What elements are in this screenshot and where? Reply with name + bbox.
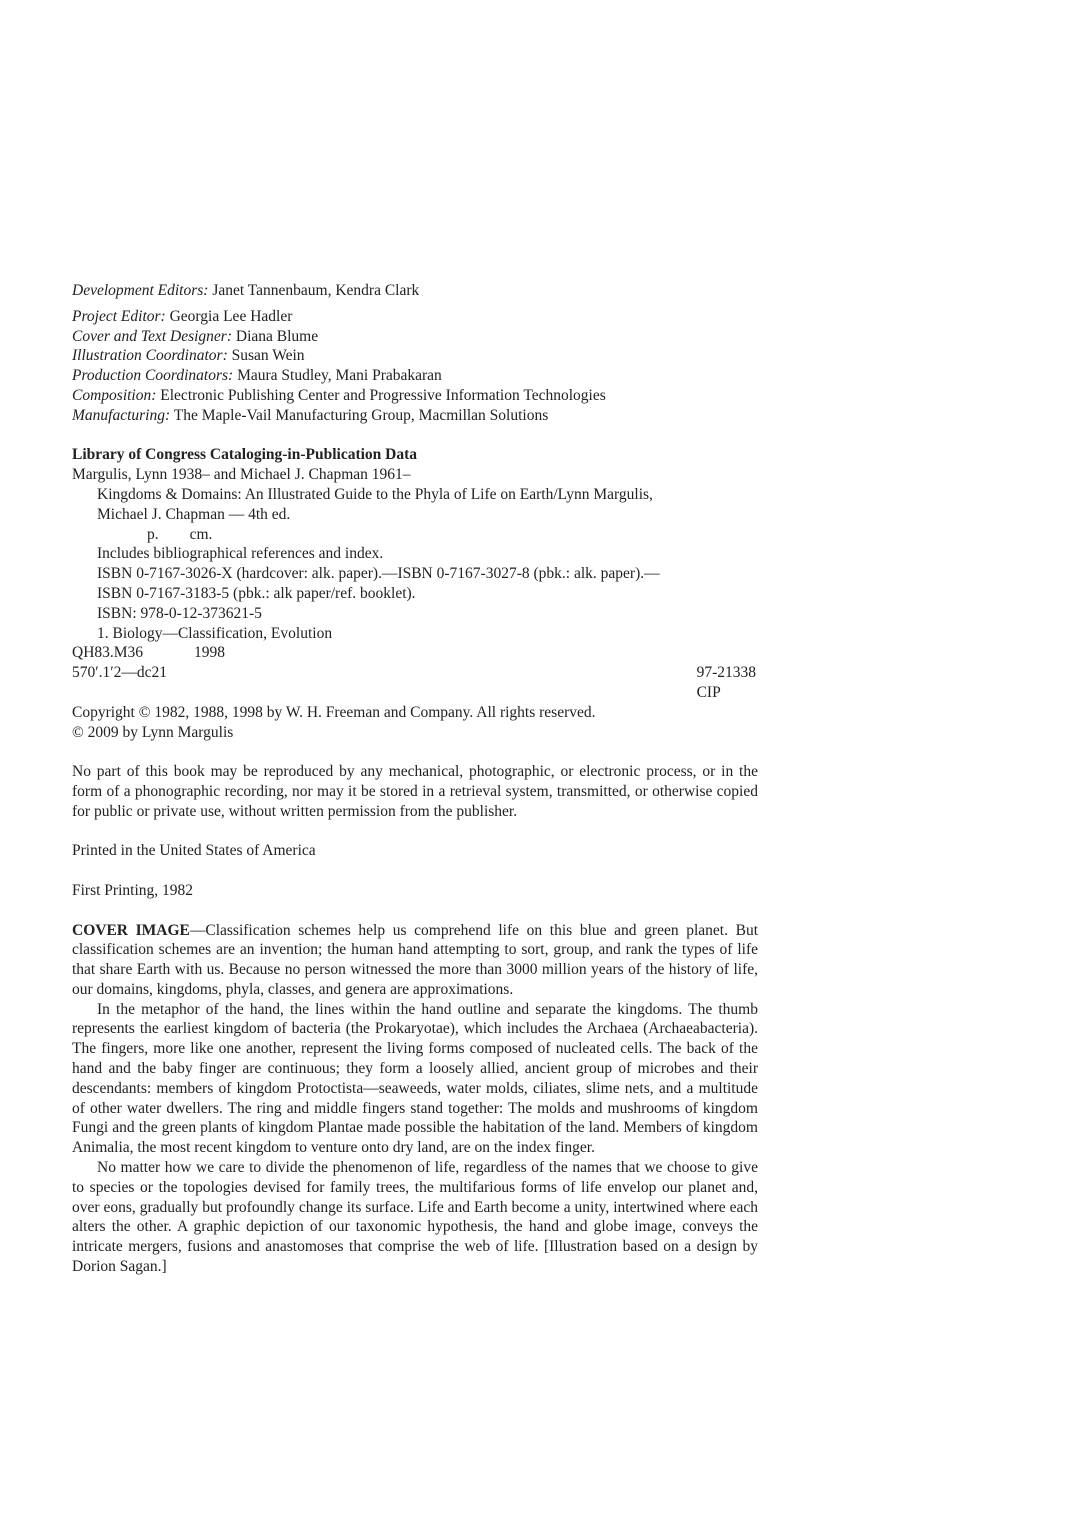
- cover-image-para2: In the metaphor of the hand, the lines within the hand outline and separate the kingdoms. The thumb represents the earliest kingdom of bacteria (the Prokaryotae), which includes the Archaea (Archaeabacteria). The fingers, more like one another, represent the living forms composed of nucleated cells. The back of the hand and the baby finger are continuous; they form a loosely allied, ancient group of microbes and their descendants: members of kingdom Protoctista—seaweeds, water molds, ciliates, slime nets, and a multitude of other water dwellers. The ring and middle fingers stand together: The molds and mushrooms of kingdom Fungi and the green plants of kingdom Plantae made possible the habitation of the land. Members of kingdom Animalia, the most recent kingdom to venture onto dry land, are on the index finger.: [72, 1000, 758, 1157]
- printed-in: Printed in the United States of America: [72, 842, 316, 860]
- credit-designer: [72, 327, 758, 347]
- cip-lc-year: 1998: [194, 644, 226, 662]
- cip-lccn-block: [697, 663, 758, 703]
- credit-label: Composition:: [72, 386, 157, 404]
- cip-cm: cm.: [189, 525, 213, 543]
- cip-pages: p.: [147, 525, 159, 543]
- cip-includes: Includes bibliographical references and index.: [97, 545, 384, 563]
- credit-label: Project Editor:: [72, 307, 166, 325]
- credit-illustration: [72, 346, 758, 366]
- cip-isbn3: ISBN: 978-0-12-373621-5: [97, 604, 262, 622]
- cip-isbn2: ISBN 0-7167-3183-5 (pbk.: alk paper/ref. booklet).: [97, 584, 416, 602]
- credit-production: [72, 366, 758, 386]
- cip-lccn: 97-21338: [696, 664, 756, 682]
- credit-label: Manufacturing:: [72, 406, 171, 424]
- credit-value: Maura Studley, Mani Prabakaran: [233, 367, 442, 385]
- cover-image-text1: —Classification schemes help us comprehend life on this blue and green planet. But classification schemes are an invention; the human hand attempting to sort, group, and rank the types of life that share Earth with us. Because no person witnessed the more than 3000 million years of the history of life, our domains, kingdoms, phyla, classes, and genera are approximations.: [72, 921, 759, 998]
- credit-value: Georgia Lee Hadler: [165, 307, 293, 325]
- credit-value: Janet Tannenbaum, Kendra Clark: [208, 282, 420, 299]
- cip-lc-class-row: [72, 643, 758, 663]
- cip-dewey: 570′.1′2—dc21: [72, 664, 168, 682]
- cover-image-para3: No matter how we care to divide the phenomenon of life, regardless of the names that we choose to give to species or the topologies devised for family trees, the multifarious forms of life envelop our planet and, over eons, gradually but profoundly change its surface. Life and Earth become a unity, intertwined where each alters the other. A graphic depiction of our taxonomic hypothesis, the hand and globe image, conveys the intricate mergers, fusions and anastomoses that comprise the web of life. [Illustration based on a design by Dorion Sagan.]: [72, 1159, 758, 1276]
- credit-development-editors: [72, 281, 758, 301]
- copyright-line1: Copyright © 1982, 1988, 1998 by W. H. Freeman and Company. All rights reserved.: [72, 703, 596, 721]
- page-content: [72, 281, 758, 1277]
- credit-label: Cover and Text Designer:: [72, 327, 233, 345]
- credit-label: Illustration Coordinator:: [72, 347, 228, 365]
- credit-value: Electronic Publishing Center and Progressive Information Technologies: [156, 386, 606, 404]
- cover-image-para1: [72, 921, 758, 1000]
- cip-title-line2: Michael J. Chapman — 4th ed.: [97, 505, 291, 523]
- rights-notice: No part of this book may be reproduced by any mechanical, photographic, or electronic process, or in the form of a phonographic recording, nor may it be stored in a retrieval system, transmitted, or otherwise copied for public or private use, without written permission from the publisher.: [72, 763, 758, 820]
- copyright-line2: © 2009 by Lynn Margulis: [72, 723, 234, 741]
- cip-physical: [72, 525, 758, 545]
- first-printing: First Printing, 1982: [72, 881, 194, 899]
- cip-dewey-row: [72, 663, 758, 703]
- cip-subject: 1. Biology—Classification, Evolution: [97, 624, 333, 642]
- credit-label: Development Editors:: [72, 282, 209, 299]
- cip-author: Margulis, Lynn 1938– and Michael J. Chapman 1961–: [72, 466, 411, 484]
- cover-image-heading: COVER IMAGE: [72, 921, 190, 939]
- credit-composition: [72, 386, 758, 406]
- cip-isbn1: ISBN 0-7167-3026-X (hardcover: alk. paper).—ISBN 0-7167-3027-8 (pbk.: alk. paper).—: [97, 565, 660, 583]
- credit-value: The Maple-Vail Manufacturing Group, Macmillan Solutions: [170, 406, 549, 424]
- cip-heading: Library of Congress Cataloging-in-Publication Data: [72, 446, 418, 464]
- cip-label: CIP: [696, 683, 721, 701]
- cip-title-line1: Kingdoms & Domains: An Illustrated Guide to the Phyla of Life on Earth/Lynn Margulis,: [97, 485, 653, 503]
- credit-manufacturing: [72, 406, 758, 426]
- credit-value: Diana Blume: [232, 327, 319, 345]
- cip-lc-class: QH83.M36: [72, 644, 144, 662]
- credit-project-editor: [72, 307, 758, 327]
- credit-label: Production Coordinators:: [72, 367, 234, 385]
- credit-value: Susan Wein: [227, 347, 305, 365]
